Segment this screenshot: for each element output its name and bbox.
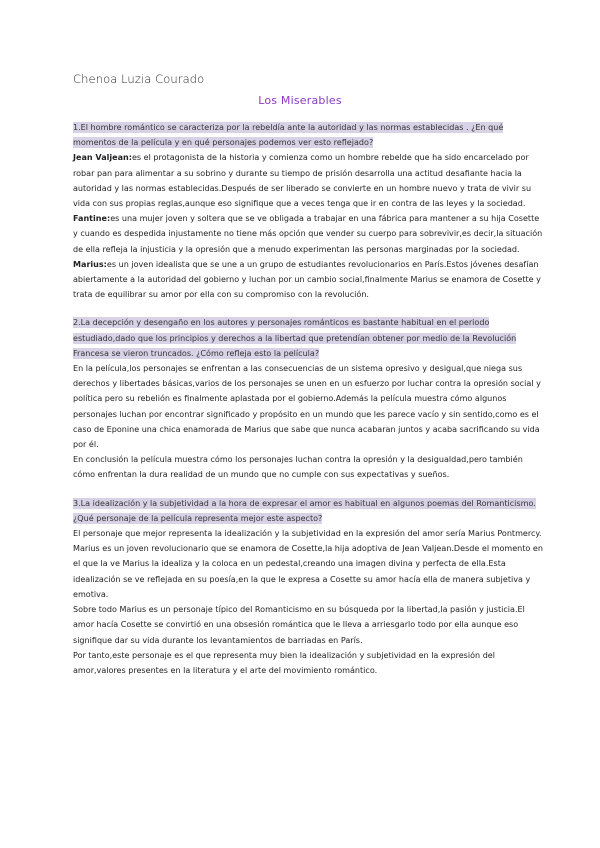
paragraph: Por tanto,este personaje es el que representa muy bien la idealización y subjetividad en la expresión del amor,valores presentes en la literatura y el arte del movimiento romántico. [73, 650, 495, 675]
section-1 [73, 120, 543, 302]
section-3 [73, 496, 543, 678]
paragraph: El personaje que mejor representa la idealización y la subjetividad en la expresión del amor sería Marius Pontmercy. [73, 529, 542, 539]
paragraph: Fantine:es una mujer joven y soltera que se ve obligada a trabajar en una fábrica para mantener a su hija Cosette y cuando es despedida injustamente no tiene más opción que vender su cuerpo para sobrevivir,es decir,la situación de ella refleja la injusticia y la opresión que a menudo experimentan las personas marginadas por la sociedad. [73, 214, 543, 254]
paragraph: Jean Valjean:es el protagonista de la historia y comienza como un hombre rebelde que ha sido encarcelado por robar pan para alimentar a su sobrino y durante su tiempo de prisión desarrolla una actitud desafiante hacia la autoridad y las normas establecidas.Después de ser liberado se convierte en un hombre nuevo y trata de vivir su vida con sus propias reglas,aunque eso signifique que a veces tenga que ir en contra de las leyes y la sociedad. [73, 153, 532, 209]
paragraph: Marius es un joven revolucionario que se enamora de Cosette,la hija adoptiva de Jean Valjean.Desde el momento en el que la ve Marius la idealiza y la coloca en un pedestal,creando una imagen divina y perfecta de ella.Esta idealización se ve reflejada en su poesía,en la que le expresa a Cosette su amor hacía ella de manera subjetiva y emotiva. [73, 544, 543, 599]
question-2: 2.La decepción y desengaño en los autores y personajes románticos es bastante habitual en el periodo estudiado,dado que los principios y derechos a la libertad que pretendían obtener por medio de la Revolución Francesa se vieron truncados. ¿Cómo refleja esto la película? [73, 318, 517, 358]
document-title: Los Miserables [258, 94, 342, 107]
section-2 [73, 315, 543, 482]
paragraph: En conclusión la película muestra cómo los personajes luchan contra la opresión y la desigualdad,pero también cómo enfrentan la dura realidad de un mundo que no cumple con sus expectativas y sueños. [73, 455, 523, 480]
question-1: 1.El hombre romántico se caracteriza por la rebeldía ante la autoridad y las normas establecidas . ¿En qué momentos de la película y en qué personajes podemos ver esto reflejado? [73, 123, 504, 148]
author-name: Chenoa Luzia Courado [73, 72, 205, 86]
paragraph: En la película,los personajes se enfrentan a las consecuencias de un sistema opresivo y desigual,que niega sus derechos y libertades básicas,varios de los personajes se unen en un esfuerzo por luchar contra la opresión social y política pero su rebelión es finalmente aplastada por el gobierno.Además la película muestra cómo algunos personajes luchan por encontrar significado y propósito en un mundo que les parece vacío y sin sentido,como es el caso de Eponine una chica enamorada de Marius que sabe que nunca acabaran juntos y acaba sacrificando su vida por él. [73, 364, 541, 450]
paragraph: Sobre todo Marius es un personaje típico del Romanticismo en su búsqueda por la libertad,la pasión y justicia.El amor hacía Cosette se convirtió en una obsesión romántica que le lleva a arriesgarlo todo por ella aunque eso signifique dar su vida durante los levantamientos de barriadas en París. [73, 605, 525, 645]
document-body [73, 120, 543, 678]
paragraph: Marius:es un joven idealista que se une a un grupo de estudiantes revolucionarios en París.Estos jóvenes desafían abiertamente a la autoridad del gobierno y luchan por un cambio social,finalmente Marius se enamora de Cosette y trata de equilibrar su amor por ella con su compromiso con la revolución. [73, 259, 541, 300]
question-3: 3.La idealización y la subjetividad a la hora de expresar el amor es habitual en algunos poemas del Romanticismo.¿Qué personaje de la película representa mejor este aspecto? [73, 498, 536, 523]
